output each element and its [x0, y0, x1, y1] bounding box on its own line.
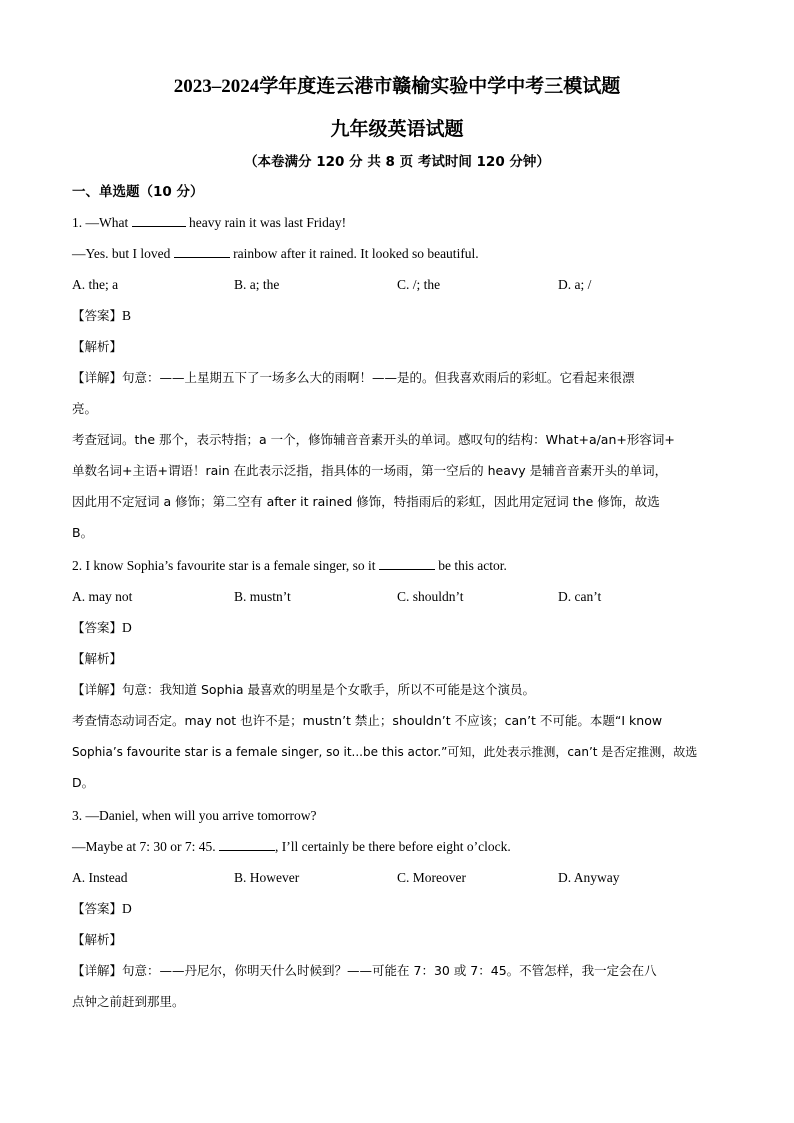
q1-detail-line: 考查冠词。the 那个，表示特指；a 一个，修饰辅音音素开头的单词。感叹句的结构：What+a/an+形容词+ [72, 432, 675, 447]
q1-answer: 【答案】B [72, 308, 132, 323]
q1-detail-line: 亮。 [72, 401, 98, 416]
q3-stem: 3. —Daniel, when will you arrive tomorrow? [72, 808, 317, 823]
answer-blank [132, 214, 186, 227]
q3-line2: —Maybe at 7: 30 or 7: 45. , I’ll certainly be there before eight o’clock. [72, 839, 511, 854]
q1-detail-line: B。 [72, 525, 94, 540]
q1-option-d: D. a; / [558, 277, 592, 292]
q3-analysis-tag: 【解析】 [72, 932, 123, 947]
q3-option-b: B. However [234, 870, 300, 885]
q2-option-d: D. can’t [558, 589, 602, 604]
q1-analysis-tag: 【解析】 [72, 339, 123, 354]
q3-detail-line: 点钟之前赶到那里。 [72, 994, 185, 1009]
answer-blank [174, 245, 230, 258]
q2-detail-line: Sophia’s favourite star is a female singer, so it...be this actor.”可知，此处表示推测，can’t 是否定推测，故选 [72, 745, 698, 759]
q1-option-a: A. the; a [72, 277, 119, 292]
q1-line2: —Yes. but I loved rainbow after it rained. It looked so beautiful. [72, 246, 479, 261]
q2-answer: 【答案】D [72, 620, 132, 635]
answer-blank [219, 838, 275, 851]
q1-detail-line: 【详解】句意：——上星期五下了一场多么大的雨啊！——是的。但我喜欢雨后的彩虹。它看起来很漂 [72, 370, 635, 385]
answer-blank [379, 557, 435, 570]
q2-detail-line: 【详解】句意：我知道 Sophia 最喜欢的明星是个女歌手，所以不可能是这个演员。 [72, 682, 536, 697]
q2-analysis-tag: 【解析】 [72, 651, 123, 666]
q2-detail-line: 考查情态动词否定。may not 也许不是；mustn’t 禁止；shouldn’t 不应该；can’t 不可能。本题“I know [72, 713, 663, 728]
q1-detail-line: 因此用不定冠词 a 修饰；第二空有 after it rained 修饰，特指雨后的彩虹，因此用定冠词 the 修饰，故选 [72, 494, 660, 509]
exam-info: （本卷满分 120 分 共 8 页 考试时间 120 分钟） [244, 154, 550, 170]
section-title: 一、单选题（10 分） [72, 184, 204, 200]
exam-subtitle: 九年级英语试题 [330, 119, 464, 140]
q2-stem: 2. I know Sophia’s favourite star is a female singer, so it be this actor. [72, 558, 507, 573]
q2-detail-line: D。 [72, 775, 95, 790]
q1-stem: 1. —What heavy rain it was last Friday! [72, 215, 347, 230]
exam-title: 2023–2024学年度连云港市赣榆实验中学中考三模试题 [173, 76, 621, 97]
q3-option-d: D. Anyway [558, 870, 620, 885]
q1-option-b: B. a; the [234, 277, 280, 292]
q3-detail-line: 【详解】句意：——丹尼尔，你明天什么时候到？——可能在 7：30 或 7：45。不管怎样，我一定会在八 [72, 963, 657, 978]
q2-option-b: B. mustn’t [234, 589, 291, 604]
q2-option-c: C. shouldn’t [397, 589, 464, 604]
q3-option-c: C. Moreover [397, 870, 466, 885]
q3-option-a: A. Instead [72, 870, 128, 885]
q1-detail-line: 单数名词+主语+谓语！rain 在此表示泛指，指具体的一场雨，第一空后的 heavy 是辅音音素开头的单词， [72, 463, 668, 478]
q1-option-c: C. /; the [397, 277, 441, 292]
q3-answer: 【答案】D [72, 901, 132, 916]
q2-option-a: A. may not [72, 589, 133, 604]
